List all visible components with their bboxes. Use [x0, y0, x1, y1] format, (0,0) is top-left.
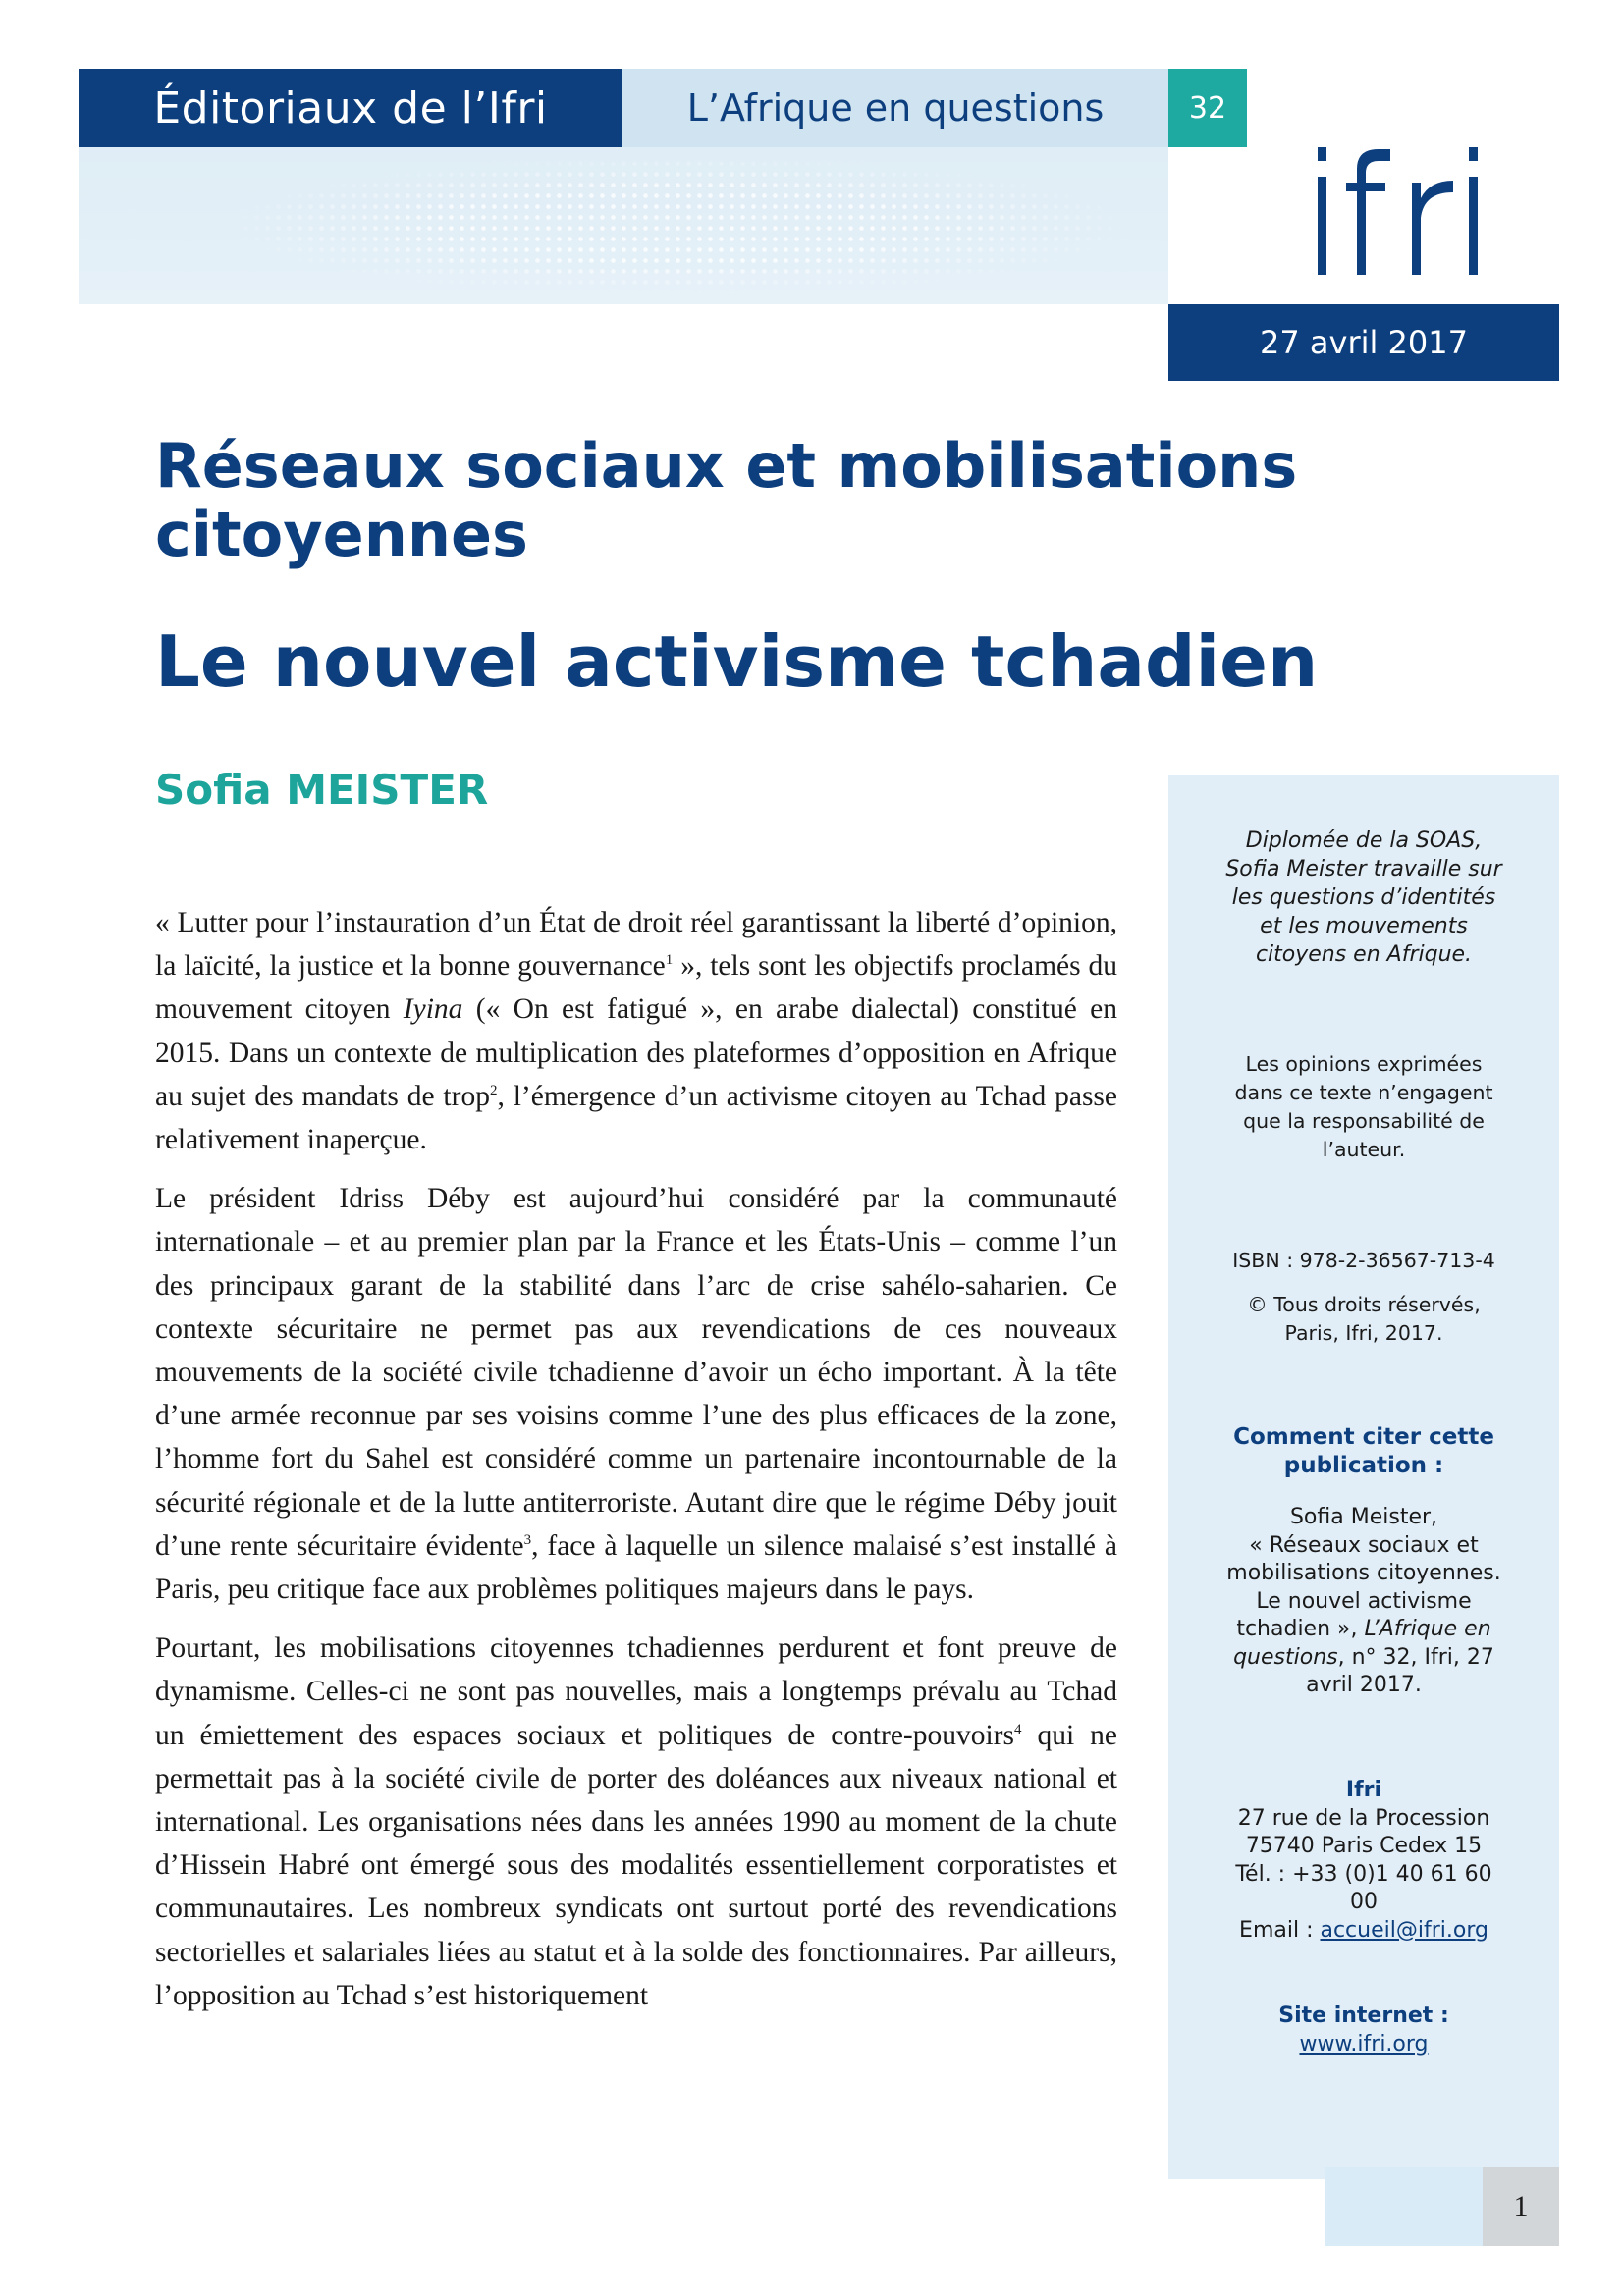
- author-bio: [1198, 827, 1530, 969]
- email-label: Email :: [1239, 1917, 1321, 1943]
- bio-line: les questions d’identités: [1231, 885, 1496, 910]
- footnote-ref-1[interactable]: 1: [665, 952, 674, 969]
- isbn-rights: [1198, 1247, 1530, 1348]
- citation-run: , n° 32, Ifri, 27: [1337, 1644, 1494, 1670]
- heading-line: Comment citer cette: [1233, 1424, 1494, 1450]
- disclaimer-line: Les opinions exprimées: [1245, 1052, 1483, 1076]
- footnote-ref-2[interactable]: 2: [489, 1082, 498, 1098]
- citation-italic: questions: [1233, 1644, 1338, 1670]
- website-label: Site internet :: [1278, 2003, 1449, 2028]
- text-run: qui ne permettait pas à la société civile de porter des doléances aux niveaux national et international. Les organisations nées dans les années 1990 au moment de la chute d’Hissein Habré ont émergé sous des modalités essentiellement corporatistes et communautaires. Les nombreux syndicats ont surtout porté des revendications sectorielles et salariales liées au statut et à la solde des fonctionnaires. Par ailleurs, l’opposition au Tchad s’est historiquement: [155, 1719, 1117, 2011]
- text-run: Le président Idriss Déby est aujourd’hui considéré par la communauté internationale – et au premier plan par la France et les États-Unis – comme l’un des principaux garant de la stabilité dans l’arc de crise sahélo-saharien. Ce contexte sécuritaire ne permet pas aux revendications de ces nouveaux mouvements de la société civile tchadienne d’avoir un écho important. À la tête d’une armée reconnue par ses voisins comme l’une des plus efficaces de la zone, l’homme fort du Sahel est considéré comme un partenaire incontournable de la sécurité régionale et de la lutte antiterroriste. Autant dire que le régime Déby jouit d’une rente sécuritaire évidente: [155, 1183, 1117, 1562]
- page-number: 1: [1483, 2167, 1559, 2246]
- citation-heading: [1198, 1423, 1530, 1480]
- sidebar: [1168, 775, 1559, 2179]
- citation-line: Sofia Meister,: [1289, 1505, 1438, 1529]
- disclaimer-line: dans ce texte n’engagent: [1234, 1081, 1493, 1104]
- citation-line: mobilisations citoyennes.: [1226, 1561, 1501, 1585]
- phone-line: 00: [1350, 1890, 1378, 1914]
- citation-line: avril 2017.: [1306, 1673, 1422, 1697]
- ifri-logo: [1168, 147, 1559, 304]
- citation-text: [1198, 1504, 1530, 1700]
- phone-line: Tél. : +33 (0)1 40 61 60: [1235, 1861, 1492, 1887]
- org-name: Ifri: [1345, 1778, 1382, 1802]
- issue-number: 32: [1168, 69, 1247, 147]
- website-link[interactable]: www.ifri.org: [1299, 2031, 1429, 2056]
- bio-line: Sofia Meister travaille sur: [1225, 857, 1502, 881]
- paragraph-2: [155, 1177, 1117, 1611]
- article-title: [155, 432, 1333, 569]
- website: [1198, 2002, 1530, 2058]
- address-line: 27 rue de la Procession: [1237, 1805, 1490, 1831]
- bio-line: citoyens en Afrique.: [1255, 942, 1473, 967]
- disclaimer: [1198, 1050, 1530, 1164]
- article-body: [155, 901, 1117, 2033]
- text-run: (« On est fatigué », en arabe dialectal) constitué en 2015. Dans un contexte de multiplication des plateformes d’opposition en Afrique au sujet des mandats de trop: [155, 993, 1117, 1112]
- publication-date: 27 avril 2017: [1168, 304, 1559, 381]
- citation-run: tchadien »,: [1236, 1617, 1365, 1641]
- page-number-band: [1325, 2167, 1483, 2246]
- citation-line: « Réseaux sociaux et: [1249, 1532, 1479, 1558]
- title-line-2: citoyennes: [155, 499, 528, 570]
- contact-address: [1198, 1777, 1530, 1945]
- email-link[interactable]: accueil@ifri.org: [1320, 1917, 1488, 1943]
- series-title: Éditoriaux de l’Ifri: [79, 69, 622, 147]
- disclaimer-line: l’auteur.: [1322, 1138, 1406, 1161]
- ifri-logo-icon: [1168, 147, 1559, 304]
- text-run: « Lutter pour l’instauration d’un État de droit réel garantissant la liberté d’opinion, la laïcité, la justice et la bonne gouvernance: [155, 907, 1117, 983]
- rights-line: Paris, Ifri, 2017.: [1284, 1321, 1443, 1345]
- article-subtitle: Le nouvel activisme tchadien: [155, 620, 1319, 703]
- world-map-dots: [79, 147, 1168, 304]
- citation-line: [1198, 1616, 1530, 1644]
- citation-line: [1198, 1644, 1530, 1673]
- italic-term: Iyina: [403, 993, 463, 1026]
- subseries-title: L’Afrique en questions: [622, 69, 1168, 147]
- author-name: Sofia MEISTER: [155, 766, 489, 814]
- text-run: , l’émergence d’un activisme citoyen au Tchad passe relativement inaperçue.: [155, 1080, 1117, 1156]
- bio-line: et les mouvements: [1260, 914, 1468, 938]
- heading-line: publication :: [1283, 1453, 1444, 1478]
- disclaimer-line: que la responsabilité de: [1243, 1109, 1485, 1133]
- title-line-1: Réseaux sociaux et mobilisations: [155, 430, 1298, 502]
- text-run: », tels sont les objectifs proclamés du mouvement citoyen: [155, 950, 1117, 1026]
- email-line: [1198, 1917, 1530, 1946]
- rights-line: © Tous droits réservés,: [1247, 1293, 1481, 1316]
- paragraph-1: [155, 901, 1117, 1161]
- footnote-ref-3[interactable]: 3: [523, 1532, 532, 1549]
- address-line: 75740 Paris Cedex 15: [1245, 1834, 1483, 1858]
- bio-line: Diplomée de la SOAS,: [1245, 828, 1483, 853]
- citation-line: Le nouvel activisme: [1256, 1588, 1472, 1614]
- paragraph-3: [155, 1627, 1117, 2017]
- text-run: , face à laquelle un silence malaisé s’est installé à Paris, peu critique face aux problèmes politiques majeurs dans le pays.: [155, 1529, 1118, 1606]
- text-run: Pourtant, les mobilisations citoyennes tchadiennes perdurent et font preuve de dynamisme. Celles-ci ne sont pas nouvelles, mais a longtemps prévalu au Tchad un émiettement des espaces sociaux et politiques de contre-pouvoirs: [155, 1632, 1117, 1751]
- citation-italic: L’Afrique en: [1364, 1617, 1491, 1641]
- footnote-ref-4[interactable]: 4: [1013, 1721, 1022, 1737]
- isbn: ISBN : 978-2-36567-713-4: [1232, 1249, 1495, 1272]
